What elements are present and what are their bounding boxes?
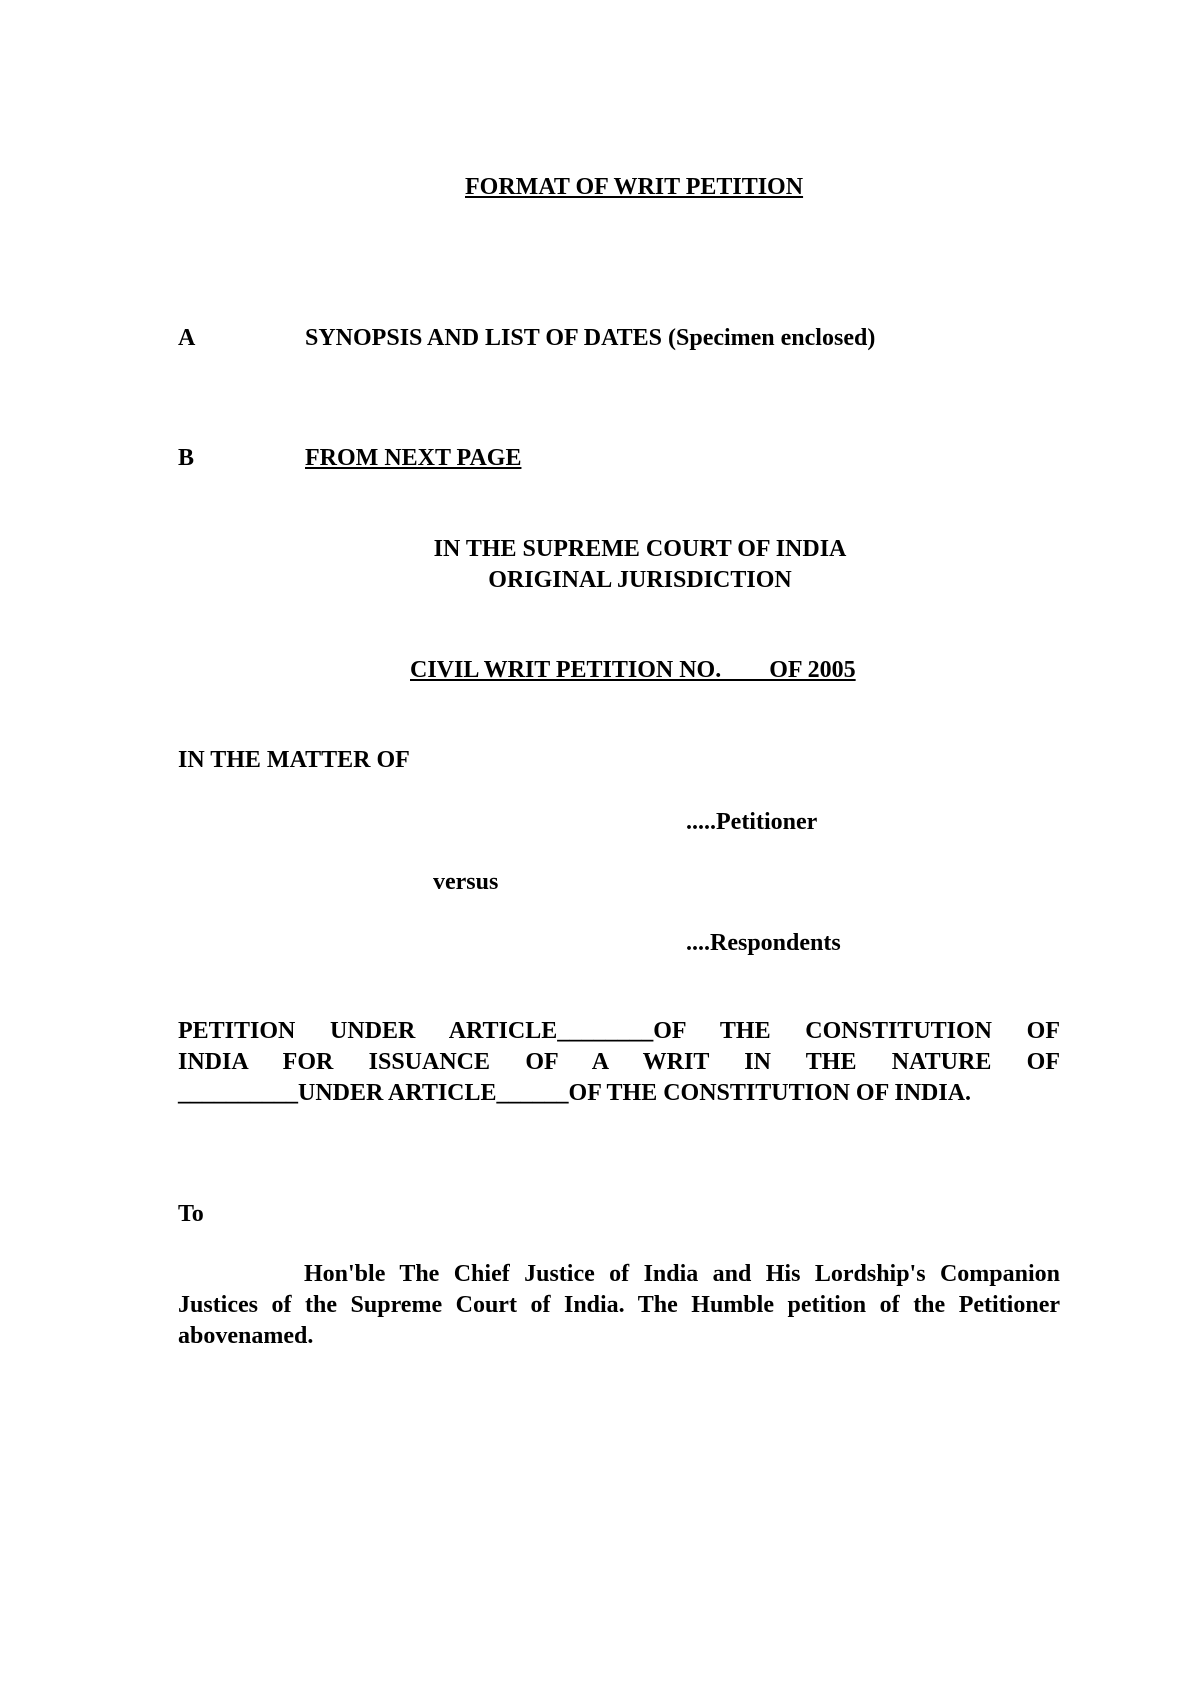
petition-under-line-3: __________UNDER ARTICLE______OF THE CONSTITUTION OF INDIA. bbox=[178, 1080, 972, 1106]
versus-label: versus bbox=[433, 869, 499, 895]
section-a-letter: A bbox=[178, 325, 196, 351]
court-name: IN THE SUPREME COURT OF INDIA bbox=[433, 536, 847, 562]
petition-under-line-1: PETITION UNDER ARTICLE________OF THE CONSTITUTION OF bbox=[178, 1018, 1060, 1044]
to-label: To bbox=[178, 1201, 204, 1227]
section-b-letter: B bbox=[178, 445, 195, 471]
jurisdiction: ORIGINAL JURISDICTION bbox=[488, 567, 792, 593]
address-paragraph-text: Hon'ble The Chief Justice of India and His Lordship's Companion Justices of the Supreme Court of India. The Humble petition of the Petitioner abovenamed. bbox=[178, 1261, 1060, 1349]
address-paragraph bbox=[178, 1259, 1060, 1352]
petition-under-line-2: INDIA FOR ISSUANCE OF A WRIT IN THE NATURE OF bbox=[178, 1049, 1060, 1075]
petition-number: CIVIL WRIT PETITION NO. OF 2005 bbox=[410, 657, 856, 683]
petitioner-label: .....Petitioner bbox=[686, 809, 818, 835]
respondents-label: ....Respondents bbox=[686, 930, 841, 956]
document-title: FORMAT OF WRIT PETITION bbox=[465, 174, 804, 200]
section-b-text: FROM NEXT PAGE bbox=[305, 445, 522, 471]
section-a-text: SYNOPSIS AND LIST OF DATES (Specimen enclosed) bbox=[305, 325, 876, 351]
matter-heading: IN THE MATTER OF bbox=[178, 747, 410, 773]
